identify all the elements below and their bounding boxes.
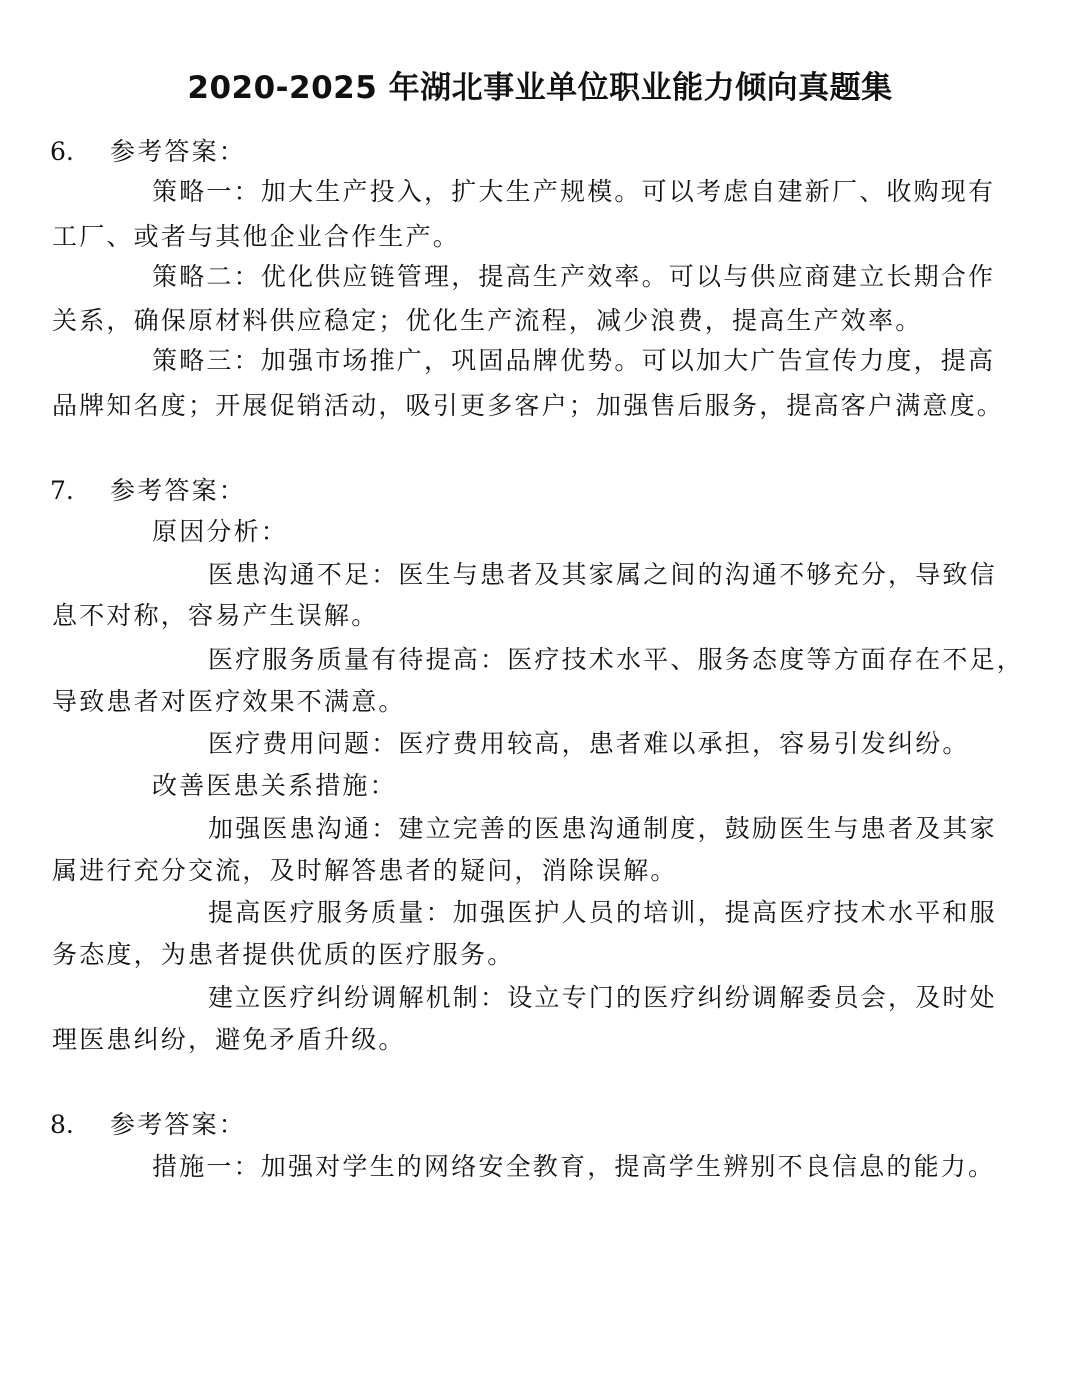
q7-measure-2-line-2: 务态度，为患者提供优质的医疗服务。	[52, 940, 515, 969]
q7-cause-3: 医疗费用问题：医疗费用较高，患者难以承担，容易引发纠纷。	[208, 729, 970, 758]
answer-heading-7: 参考答案：	[110, 476, 247, 505]
q7-measure-3-line-1: 建立医疗纠纷调解机制：设立专门的医疗纠纷调解委员会，及时处	[208, 983, 997, 1012]
q7-measure-3-line-2: 理医患纠纷，避免矛盾升级。	[52, 1025, 406, 1054]
q7-cause-1-line-2: 息不对称，容易产生误解。	[52, 601, 379, 630]
question-number-8: 8.	[50, 1110, 74, 1139]
answer-heading-6: 参考答案：	[110, 137, 247, 166]
question-number-7: 7.	[50, 476, 74, 505]
q6-strategy-1-line-2: 工厂、或者与其他企业合作生产。	[52, 222, 461, 251]
answer-heading-8: 参考答案：	[110, 1110, 247, 1139]
q7-measure-1-line-1: 加强医患沟通：建立完善的医患沟通制度，鼓励医生与患者及其家	[208, 814, 997, 843]
q7-cause-2-line-1: 医疗服务质量有待提高：医疗技术水平、服务态度等方面存在不足，	[208, 645, 1025, 674]
q6-strategy-3-line-1: 策略三：加强市场推广，巩固品牌优势。可以加大广告宣传力度，提高	[152, 346, 996, 375]
q6-strategy-2-line-1: 策略二：优化供应链管理，提高生产效率。可以与供应商建立长期合作	[152, 262, 996, 291]
page-title: 2020-2025 年湖北事业单位职业能力倾向真题集	[187, 70, 893, 106]
q7-cause-1-line-1: 医患沟通不足：医生与患者及其家属之间的沟通不够充分，导致信	[208, 560, 997, 589]
q7-cause-title: 原因分析：	[152, 517, 289, 546]
q6-strategy-1-line-1: 策略一：加大生产投入，扩大生产规模。可以考虑自建新厂、收购现有	[152, 177, 996, 206]
q7-cause-2-line-2: 导致患者对医疗效果不满意。	[52, 687, 406, 716]
q6-strategy-3-line-2: 品牌知名度；开展促销活动，吸引更多客户；加强售后服务，提高客户满意度。	[52, 391, 1005, 420]
q7-measure-1-line-2: 属进行充分交流，及时解答患者的疑问，消除误解。	[52, 856, 678, 885]
q7-measure-2-line-1: 提高医疗服务质量：加强医护人员的培训，提高医疗技术水平和服	[208, 898, 997, 927]
question-number-6: 6.	[50, 137, 74, 166]
q8-measure-1: 措施一：加强对学生的网络安全教育，提高学生辨别不良信息的能力。	[152, 1152, 996, 1181]
q6-strategy-2-line-2: 关系，确保原材料供应稳定；优化生产流程，减少浪费，提高生产效率。	[52, 306, 923, 335]
q7-measure-title: 改善医患关系措施：	[152, 771, 397, 800]
